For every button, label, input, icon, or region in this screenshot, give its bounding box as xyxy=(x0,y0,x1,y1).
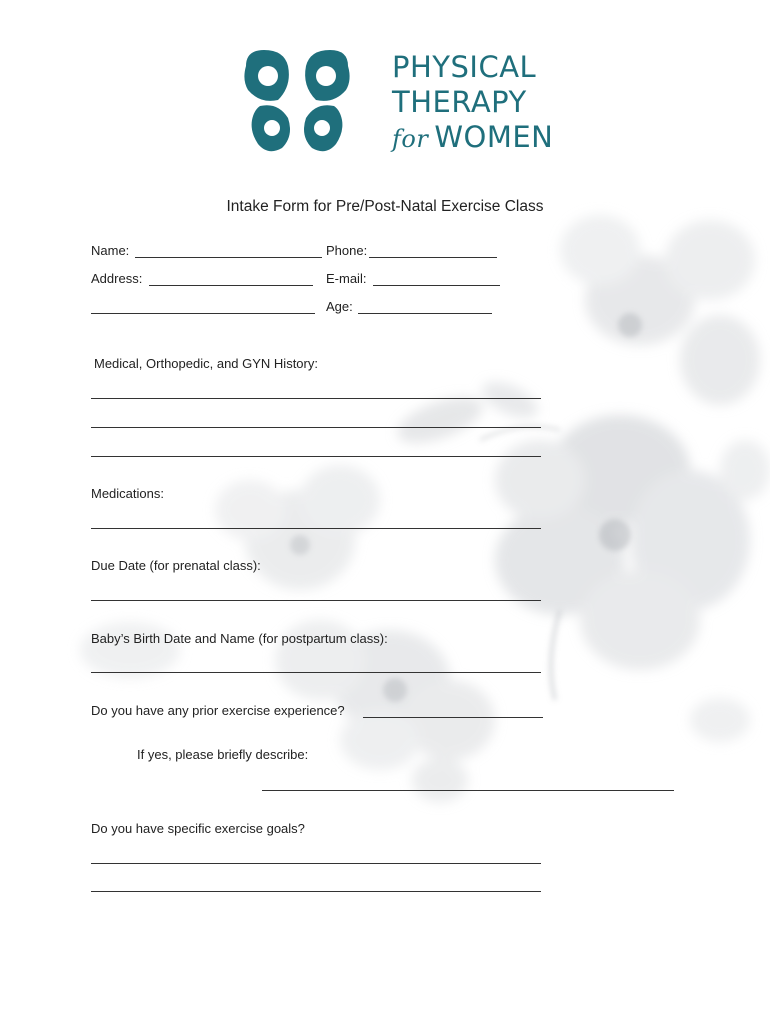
goals-line-2[interactable] xyxy=(91,891,541,892)
phone-field[interactable] xyxy=(369,257,497,258)
address-line-2-field[interactable] xyxy=(91,313,315,314)
brand-name xyxy=(392,50,553,157)
experience-label: Do you have any prior exercise experience? xyxy=(91,703,345,718)
email-label: E-mail: xyxy=(326,271,367,286)
history-label: Medical, Orthopedic, and GYN History: xyxy=(94,356,318,371)
baby-line[interactable] xyxy=(91,672,541,673)
describe-line[interactable] xyxy=(262,790,674,791)
age-label: Age: xyxy=(326,299,353,314)
medications-line[interactable] xyxy=(91,528,541,529)
brand-line-3 xyxy=(392,120,553,157)
name-field[interactable] xyxy=(135,257,322,258)
butterfly-logo-icon xyxy=(238,44,356,156)
age-field[interactable] xyxy=(358,313,492,314)
goals-line-1[interactable] xyxy=(91,863,541,864)
brand-line-2: THERAPY xyxy=(392,85,527,119)
form-title: Intake Form for Pre/Post-Natal Exercise Class xyxy=(226,198,544,215)
name-label: Name: xyxy=(91,243,130,258)
brand-for: for xyxy=(392,125,429,153)
history-line-3[interactable] xyxy=(91,456,541,457)
history-line-2[interactable] xyxy=(91,427,541,428)
address-label: Address: xyxy=(91,271,143,286)
address-field[interactable] xyxy=(149,285,313,286)
due-date-line[interactable] xyxy=(91,600,541,601)
brand-line-1: PHYSICAL xyxy=(392,50,537,84)
email-field[interactable] xyxy=(373,285,500,286)
phone-label: Phone: xyxy=(326,243,368,258)
medications-label: Medications: xyxy=(91,486,164,501)
goals-label: Do you have specific exercise goals? xyxy=(91,821,305,836)
experience-field[interactable] xyxy=(363,717,543,718)
brand-women: WOMEN xyxy=(434,120,554,154)
history-line-1[interactable] xyxy=(91,398,541,399)
baby-label: Baby’s Birth Date and Name (for postpartum class): xyxy=(91,631,388,646)
describe-label: If yes, please briefly describe: xyxy=(137,747,309,762)
due-date-label: Due Date (for prenatal class): xyxy=(91,558,261,573)
